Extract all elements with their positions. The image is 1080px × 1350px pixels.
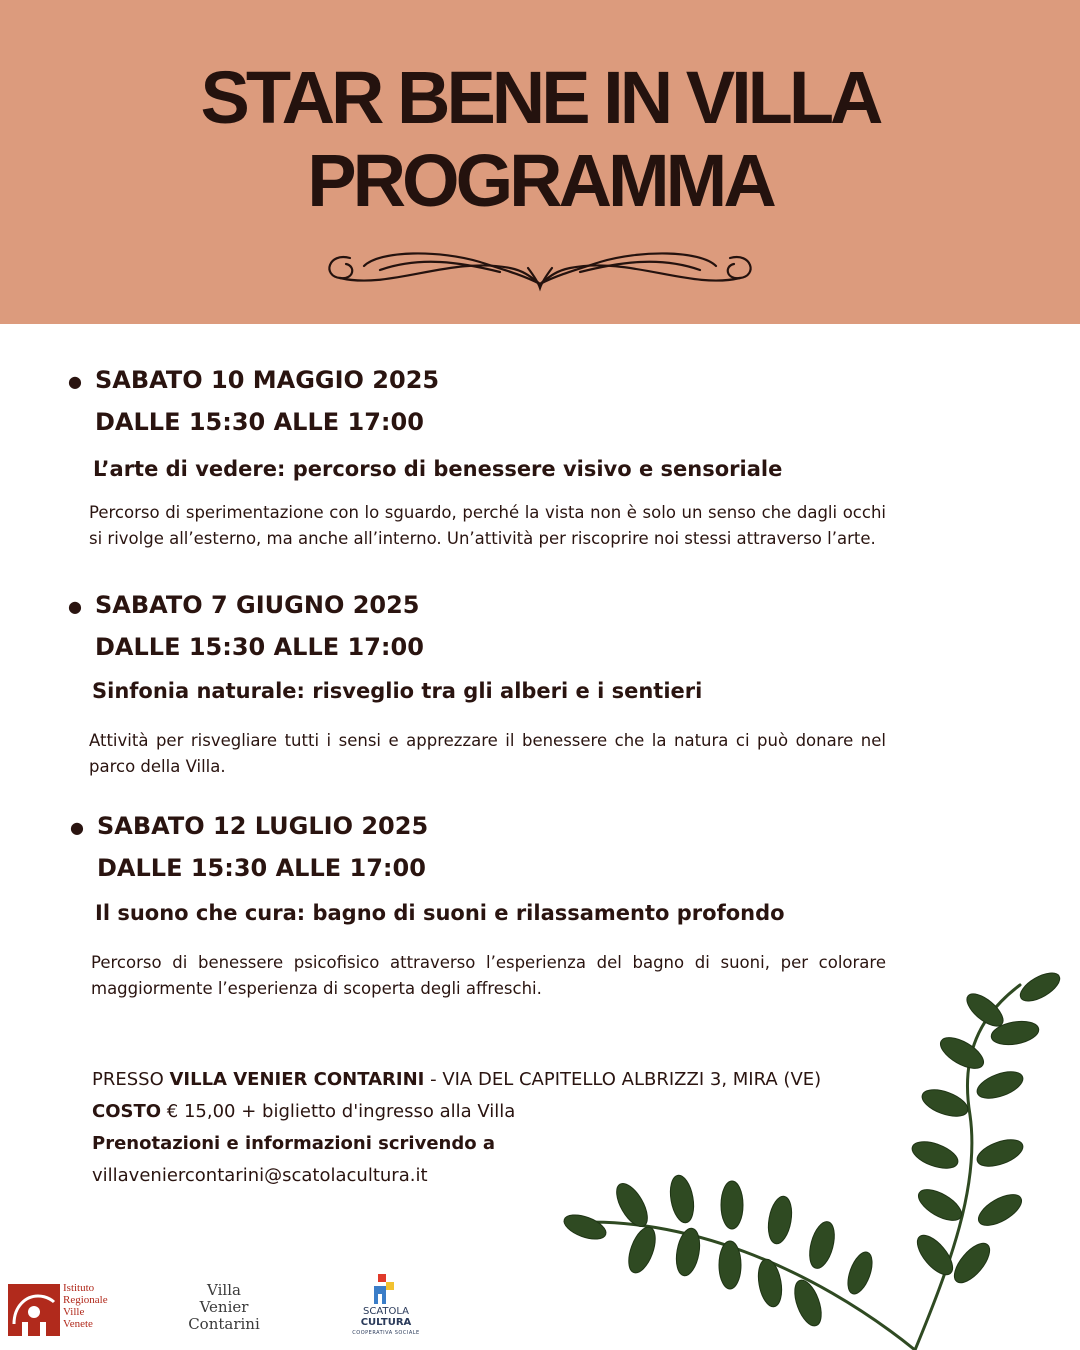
event-date: SABATO 7 GIUGNO 2025 [95, 591, 420, 619]
cost-line [92, 1101, 515, 1122]
irvv-line: Ville [63, 1306, 85, 1318]
event-title: Sinfonia naturale: risveglio tra gli alberi e i sentieri [92, 679, 703, 703]
irvv-line: Istituto [63, 1282, 95, 1294]
event-description: Percorso di benessere psicofisico attraverso l’esperienza del bagno di suoni, per colorare maggiormente l’esperienza di scoperta degli affreschi. [91, 953, 886, 998]
event-description: Attività per risvegliare tutti i sensi e apprezzare il benessere che la natura ci può donare nel parco della Villa. [89, 731, 886, 776]
scatola-name-2: CULTURA [360, 1317, 412, 1328]
irvv-logo [8, 1282, 128, 1342]
villa-logo-line: Venier [199, 1298, 249, 1316]
location-address: - VIA DEL CAPITELLO ALBRIZZI 3, MIRA (VE) [424, 1069, 822, 1090]
event-date: SABATO 12 LUGLIO 2025 [97, 812, 429, 840]
bullet-icon: ● [68, 597, 82, 616]
location-name: VILLA VENIER CONTARINI [169, 1069, 425, 1090]
booking-line [92, 1133, 495, 1154]
bullet-icon: ● [68, 372, 82, 391]
email-link[interactable]: villaveniercontarini@scatolacultura.it [92, 1165, 428, 1186]
villa-venier-logo [176, 1282, 272, 1333]
event-description: Percorso di sperimentazione con lo sguardo, perché la vista non è solo un senso che dagli occhi si rivolge all’esterno, ma anche all’interno. Un’attività per riscoprire noi stessi attraverso l’arte. [89, 503, 886, 548]
scatola-cultura-logo [352, 1272, 420, 1344]
irvv-name [63, 1282, 108, 1330]
event-time: DALLE 15:30 ALLE 17:00 [95, 633, 424, 661]
irvv-line: Venete [63, 1318, 93, 1330]
page-title: STAR BENE IN VILLA [200, 56, 880, 139]
leafy-branch-icon [560, 965, 1080, 1350]
location-prefix: PRESSO [92, 1069, 170, 1090]
villa-logo-line: Contarini [188, 1315, 260, 1333]
scatola-box-icon [352, 1272, 420, 1306]
event-title: L’arte di vedere: percorso di benessere visivo e sensoriale [93, 457, 783, 481]
scatola-tagline: COOPERATIVA SOCIALE [352, 1330, 420, 1336]
scatola-name-1: SCATOLA [362, 1306, 409, 1317]
event-date: SABATO 10 MAGGIO 2025 [95, 366, 440, 394]
event-title: Il suono che cura: bagno di suoni e rilassamento profondo [95, 901, 785, 925]
irvv-emblem-icon [8, 1284, 60, 1336]
cost-label: COSTO [92, 1101, 162, 1122]
irvv-line: Regionale [63, 1294, 108, 1306]
event-time: DALLE 15:30 ALLE 17:00 [97, 854, 426, 882]
header-banner [0, 0, 1080, 324]
ornamental-flourish-icon [320, 238, 760, 294]
villa-logo-line: Villa [207, 1281, 241, 1299]
booking-text: Prenotazioni e informazioni scrivendo a [92, 1133, 496, 1154]
event-time: DALLE 15:30 ALLE 17:00 [95, 408, 424, 436]
bullet-icon: ● [70, 818, 84, 837]
cost-value: € 15,00 + biglietto d'ingresso alla Villa [161, 1101, 516, 1122]
page-subtitle: PROGRAMMA [307, 139, 773, 222]
